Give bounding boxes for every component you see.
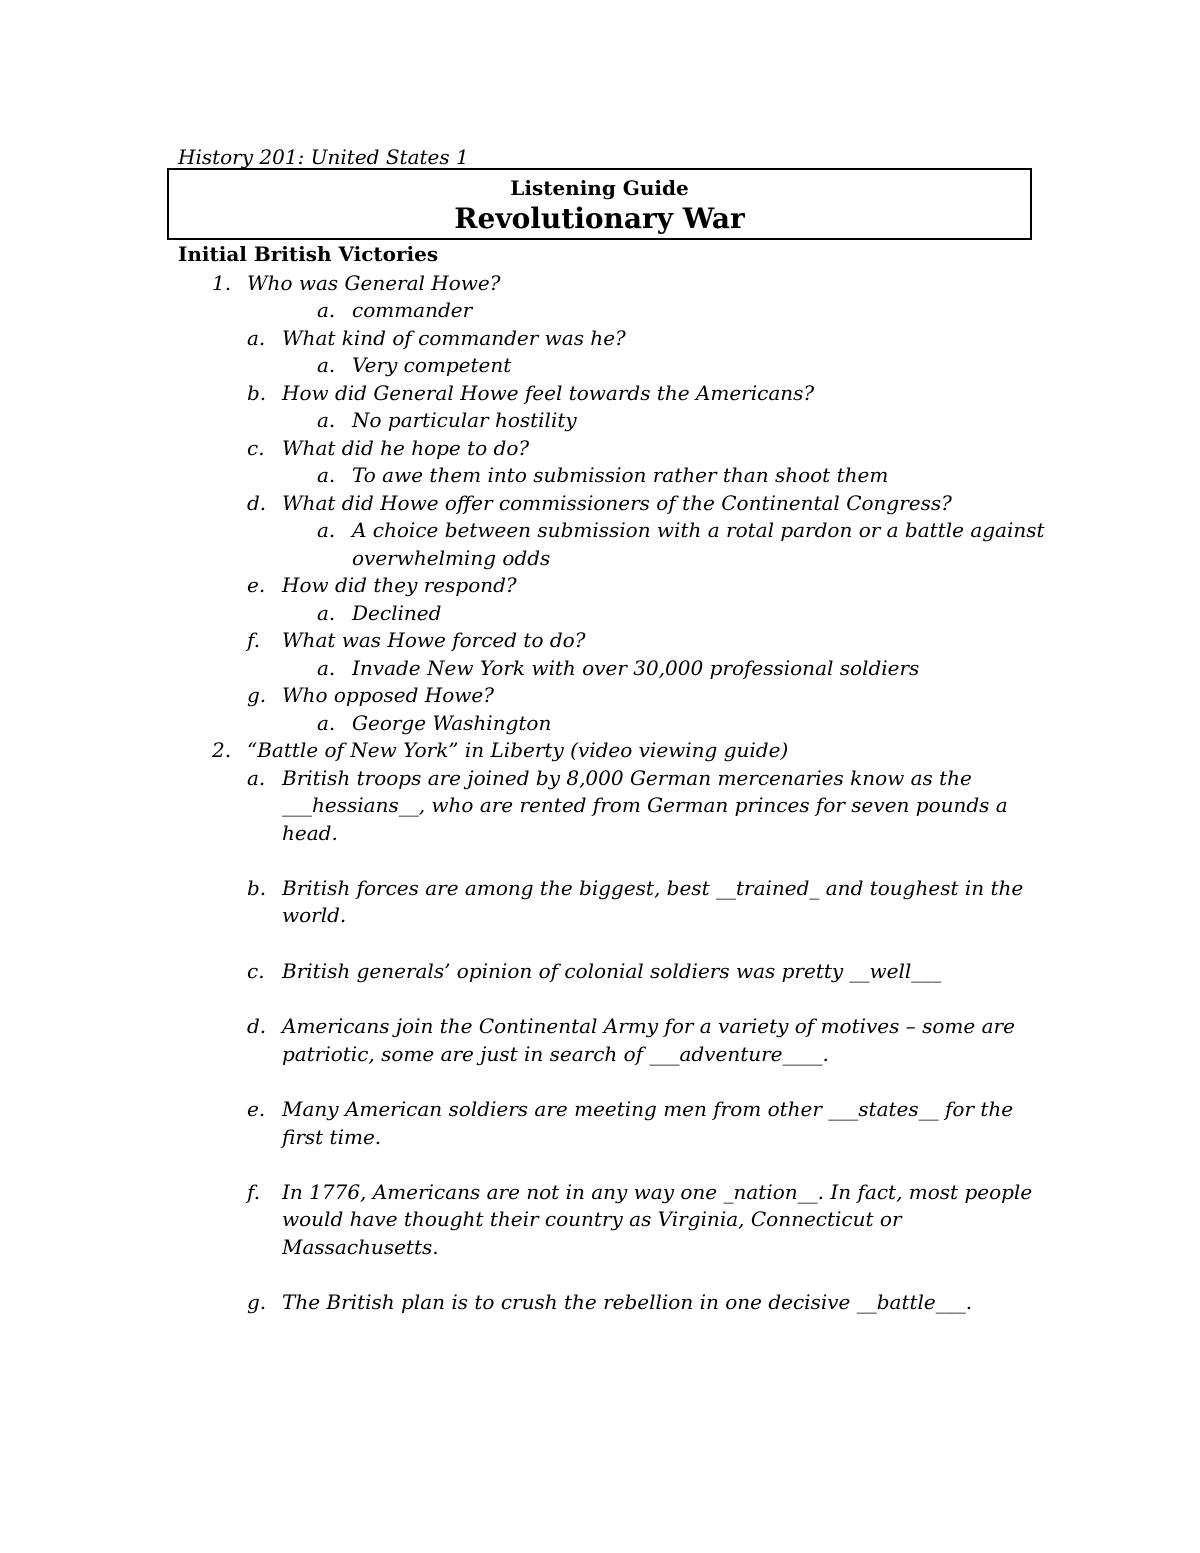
q1-sub-label: d. (247, 491, 267, 515)
course-header: History 201: United States 1 (178, 145, 469, 169)
q1-sub-label: f. (247, 628, 261, 652)
q2-item-line: British forces are among the biggest, best __trained_ and toughest in the (282, 876, 1024, 900)
q1-sub-label: e. (247, 573, 266, 597)
title-box (167, 168, 1032, 240)
q2-item-line: Many American soldiers are meeting men from other ___states__ for the (282, 1097, 1014, 1121)
q1-answer: No particular hostility (352, 408, 577, 432)
q2-number: 2. (212, 738, 232, 762)
q1-sub-question: How did they respond? (282, 573, 517, 597)
q2-item-line: world. (282, 903, 347, 927)
q1-sub-label: c. (247, 436, 265, 460)
q1-sub-label: b. (247, 381, 267, 405)
q1-answer-label: a. (317, 463, 336, 487)
q1-sub-question: How did General Howe feel towards the Americans? (282, 381, 815, 405)
q2-item-label: a. (247, 766, 266, 790)
q1-sub-question: What did he hope to do? (282, 436, 530, 460)
q2-item-line: patriotic, some are just in search of ___adventure____. (282, 1042, 829, 1066)
q1-sub-question: What did Howe offer commissioners of the Continental Congress? (282, 491, 952, 515)
q2-item-label: b. (247, 876, 267, 900)
q1-answer-continued: overwhelming odds (352, 546, 551, 570)
q1-answer-label: a. (317, 518, 336, 542)
section-heading: Initial British Victories (178, 242, 439, 266)
q2-item-line: British troops are joined by 8,000 German mercenaries know as the (282, 766, 972, 790)
q1-sub-label: g. (247, 683, 267, 707)
q2-item-label: f. (247, 1180, 261, 1204)
q1-sub-label: a. (247, 326, 266, 350)
q1-answer-label: a. (317, 408, 336, 432)
q1-intro-label: a. (317, 298, 336, 322)
q1-answer-label: a. (317, 601, 336, 625)
title-subtitle: Listening Guide (510, 176, 689, 200)
q1-number: 1. (212, 271, 232, 295)
q1-answer: To awe them into submission rather than shoot them (352, 463, 889, 487)
q1-answer: A choice between submission with a rotal pardon or a battle against (352, 518, 1045, 542)
q2-item-line: The British plan is to crush the rebellion in one decisive __battle___. (282, 1290, 973, 1314)
q2-item-line: In 1776, Americans are not in any way one _nation__. In fact, most people (282, 1180, 1033, 1204)
q1-sub-question: What was Howe forced to do? (282, 628, 586, 652)
q2-item-line: head. (282, 821, 338, 845)
q2-item-line: ___hessians__, who are rented from German princes for seven pounds a (282, 793, 1008, 817)
q2-item-label: d. (247, 1014, 267, 1038)
q1-intro-answer: commander (352, 298, 473, 322)
q2-item-label: e. (247, 1097, 266, 1121)
q1-answer-label: a. (317, 656, 336, 680)
q2-item-line: Americans join the Continental Army for a variety of motives – some are (282, 1014, 1015, 1038)
page-title: Revolutionary War (454, 202, 745, 235)
q1-answer: Invade New York with over 30,000 professional soldiers (352, 656, 920, 680)
q2-item-line: Massachusetts. (282, 1235, 439, 1259)
q1-answer-label: a. (317, 711, 336, 735)
q2-item-label: c. (247, 959, 265, 983)
q2-item-label: g. (247, 1290, 267, 1314)
q1-answer-label: a. (317, 353, 336, 377)
q1-answer: Declined (352, 601, 442, 625)
q2-item-line: first time. (282, 1125, 382, 1149)
q1-sub-question: Who opposed Howe? (282, 683, 494, 707)
q2-item-line: would have thought their country as Virginia, Connecticut or (282, 1207, 902, 1231)
q1-text: Who was General Howe? (247, 271, 501, 295)
q2-text: “Battle of New York” in Liberty (video viewing guide) (247, 738, 789, 762)
q2-item-line: British generals’ opinion of colonial soldiers was pretty __well___ (282, 959, 942, 983)
q1-answer: George Washington (352, 711, 552, 735)
q1-answer: Very competent (352, 353, 512, 377)
q1-sub-question: What kind of commander was he? (282, 326, 626, 350)
